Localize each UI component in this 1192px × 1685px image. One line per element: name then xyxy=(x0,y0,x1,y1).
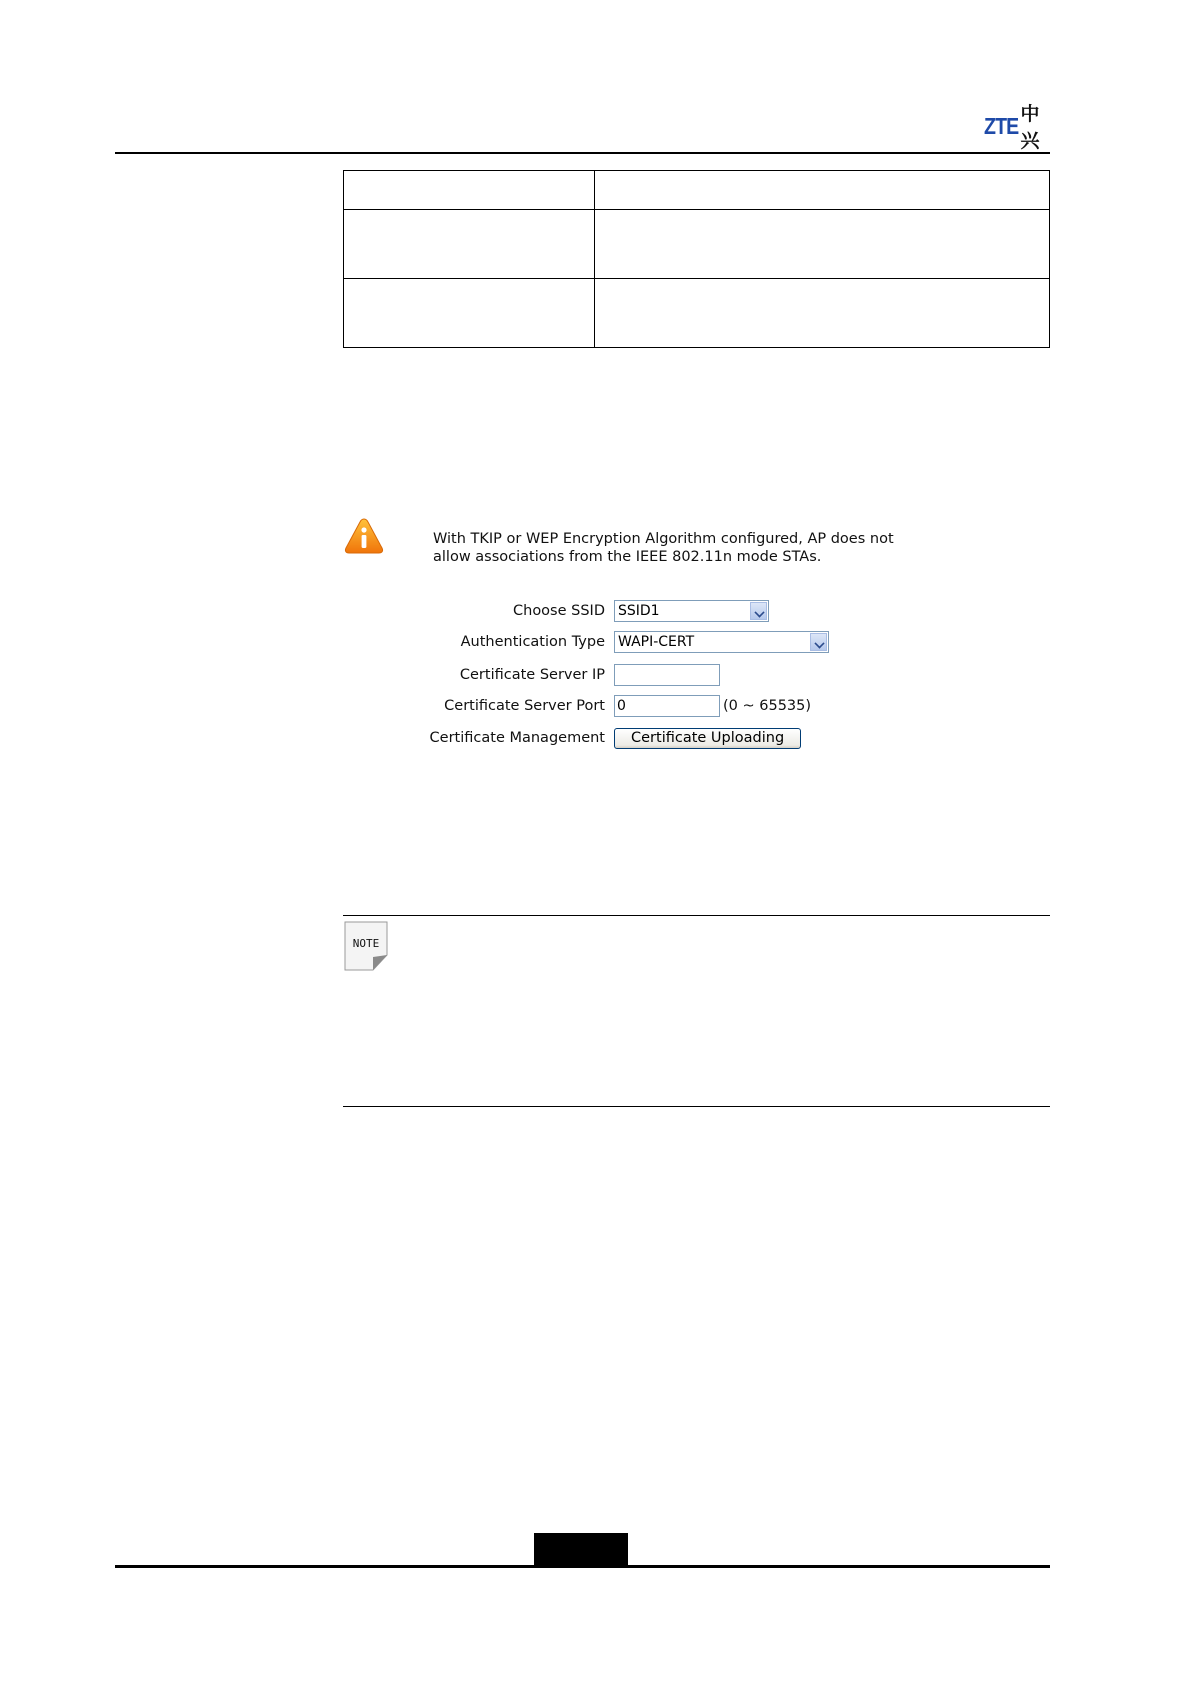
table-cell xyxy=(595,210,1050,279)
choose-ssid-select[interactable] xyxy=(614,600,769,622)
cert-management-label: Certificate Management xyxy=(429,730,605,746)
note-rule-top xyxy=(343,915,1050,916)
choose-ssid-value: SSID1 xyxy=(618,603,660,619)
cert-server-ip-row xyxy=(380,663,720,687)
auth-type-select[interactable] xyxy=(614,631,829,653)
chevron-down-icon[interactable] xyxy=(750,602,767,620)
table-row xyxy=(344,210,1050,279)
choose-ssid-label: Choose SSID xyxy=(513,603,605,619)
table-cell xyxy=(344,279,595,348)
cert-server-port-row xyxy=(380,694,811,718)
cert-server-port-label: Certificate Server Port xyxy=(444,698,605,714)
table-cell xyxy=(344,210,595,279)
warning-info-icon xyxy=(344,517,384,555)
note-rule-bottom xyxy=(343,1106,1050,1107)
page-number-tab xyxy=(534,1533,628,1567)
note-icon-label: NOTE xyxy=(352,937,380,950)
table-row xyxy=(344,279,1050,348)
warning-line-1: With TKIP or WEP Encryption Algorithm configured, AP does not xyxy=(433,531,894,547)
zte-logo xyxy=(984,103,1048,152)
footer-rule xyxy=(115,1565,1050,1568)
chevron-down-icon[interactable] xyxy=(810,633,827,651)
warning-line-2: allow associations from the IEEE 802.11n mode STAs. xyxy=(433,549,822,565)
table-cell xyxy=(595,279,1050,348)
cert-server-port-input[interactable]: 0 xyxy=(614,695,720,717)
parameter-table xyxy=(343,170,1050,348)
port-range-hint: (0 ~ 65535) xyxy=(723,698,812,714)
auth-type-row xyxy=(380,630,829,654)
logo-latin-text: ZTE xyxy=(984,112,1019,139)
table-cell xyxy=(595,171,1050,210)
auth-type-value: WAPI-CERT xyxy=(618,634,695,650)
note-icon xyxy=(344,921,388,971)
certificate-uploading-button[interactable]: Certificate Uploading xyxy=(614,728,801,749)
cert-management-row xyxy=(380,726,801,750)
logo-cjk-text: 中兴 xyxy=(1020,103,1040,152)
table-row xyxy=(344,171,1050,210)
warning-text xyxy=(433,530,933,566)
cert-server-ip-label: Certificate Server IP xyxy=(459,667,605,683)
cert-server-ip-input[interactable] xyxy=(614,664,720,686)
choose-ssid-row xyxy=(380,599,769,623)
header-rule xyxy=(115,152,1050,154)
table-cell xyxy=(344,171,595,210)
auth-type-label: Authentication Type xyxy=(460,634,605,650)
